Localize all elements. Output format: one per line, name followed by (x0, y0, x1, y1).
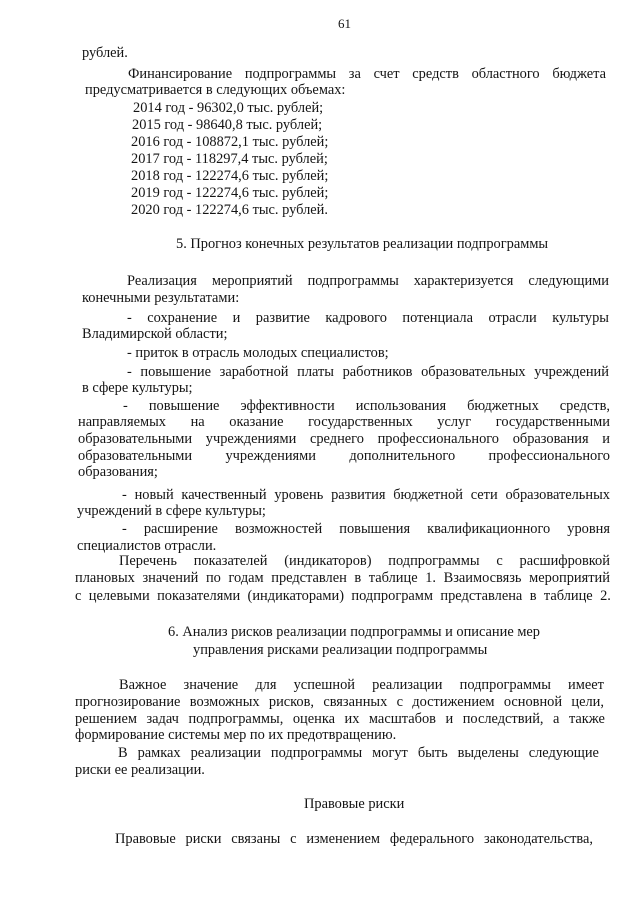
text-line: предусматривается в следующих объемах: (85, 82, 346, 98)
list-item: - приток в отрасль молодых специалистов; (127, 345, 389, 361)
text-line: прогнозирование возможных рисков, связанных с достижением основной цели, (75, 694, 604, 710)
text-line: решением задач подпрограммы, оценка их масштабов и последствий, а также (75, 711, 605, 727)
text-line: учреждений в сфере культуры; (77, 503, 266, 519)
text-line: Владимирской области; (82, 326, 228, 342)
subheading-legal-risks: Правовые риски (304, 796, 405, 812)
text-line: конечными результатами: (82, 290, 240, 306)
funding-line-2018: 2018 год - 122274,6 тыс. рублей; (131, 168, 329, 184)
funding-line-2019: 2019 год - 122274,6 тыс. рублей; (131, 185, 329, 201)
list-item: - новый качественный уровень развития бюджетной сети образовательных (122, 487, 610, 503)
funding-line-2016: 2016 год - 108872,1 тыс. рублей; (131, 134, 329, 150)
list-item: - расширение возможностей повышения квалификационного уровня (122, 521, 610, 537)
funding-line-2014: 2014 год - 96302,0 тыс. рублей; (133, 100, 324, 116)
text-line: Правовые риски связаны с изменением федерального законодательства, (115, 831, 593, 847)
text-line: формирование системы мер по их предотвращению. (75, 727, 397, 743)
text-line: в сфере культуры; (82, 380, 193, 396)
section-heading-6-line2: управления рисками реализации подпрограммы (193, 642, 488, 658)
list-item: - повышение эффективности использования бюджетных средств, (123, 398, 610, 414)
text-line: образования; (78, 464, 158, 480)
text-line: специалистов отрасли. (77, 538, 217, 554)
text-line: направляемых на оказание государственных услуг государственными (78, 414, 610, 430)
section-heading-5: 5. Прогноз конечных результатов реализации подпрограммы (176, 236, 549, 252)
text-line: с целевыми показателями (индикаторами) подпрограмм представлена в таблице 2. (75, 588, 611, 604)
text-line: Перечень показателей (индикаторов) подпрограммы с расшифровкой (119, 553, 610, 569)
text-line: Реализация мероприятий подпрограммы характеризуется следующими (127, 273, 609, 289)
page-number: 61 (338, 16, 351, 31)
text-line: Важное значение для успешной реализации подпрограммы имеет (119, 677, 604, 693)
text-line: образовательными учреждениями среднего профессионального образования и (78, 431, 610, 447)
funding-line-2015: 2015 год - 98640,8 тыс. рублей; (132, 117, 323, 133)
text-line: риски ее реализации. (75, 762, 205, 778)
text-line: образовательными учреждениями дополнительного профессионального (78, 448, 610, 464)
funding-line-2017: 2017 год - 118297,4 тыс. рублей; (131, 151, 328, 167)
text-line: плановых значений по годам представлен в таблице 1. Взаимосвязь мероприятий (75, 570, 610, 586)
text-line: Финансирование подпрограммы за счет средств областного бюджета (128, 66, 606, 82)
list-item: - повышение заработной платы работников образовательных учреждений (127, 364, 609, 380)
text-line: В рамках реализации подпрограммы могут быть выделены следующие (118, 745, 599, 761)
funding-line-2020: 2020 год - 122274,6 тыс. рублей. (131, 202, 328, 218)
list-item: - сохранение и развитие кадрового потенциала отрасли культуры (127, 310, 609, 326)
text-line: рублей. (82, 45, 128, 61)
section-heading-6-line1: 6. Анализ рисков реализации подпрограммы и описание мер (168, 624, 541, 640)
